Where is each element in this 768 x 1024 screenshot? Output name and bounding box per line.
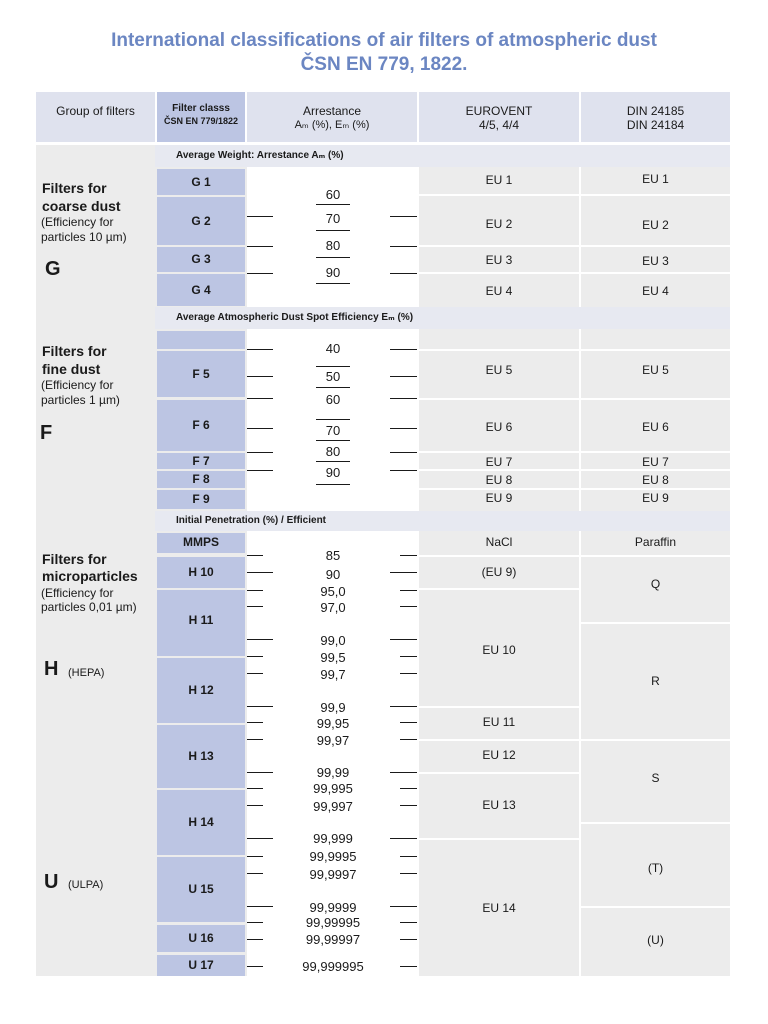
value-h: 99,997: [313, 799, 353, 814]
boundary-tick: [400, 722, 417, 723]
boundary-tick: [247, 739, 263, 740]
boundary-tick: [247, 246, 273, 247]
row-divider: [419, 838, 579, 840]
class-cell-f9: [157, 490, 245, 509]
row-divider: [419, 398, 730, 400]
boundary-tick: [247, 590, 263, 591]
boundary-tick: [390, 639, 417, 640]
value-h: 99,99: [316, 765, 350, 780]
boundary-tick: [247, 656, 263, 657]
boundary-tick: [390, 273, 417, 274]
class-cell-f7: [157, 453, 245, 469]
page-title-line2: ČSN EN 779, 1822.: [300, 54, 468, 75]
class-cell-g4: [157, 274, 245, 306]
boundary-tick: [247, 428, 273, 429]
header-class-label: Filter classs: [172, 103, 230, 114]
class-label: G 4: [191, 283, 211, 297]
eurovent-cell: EU 6: [485, 420, 513, 434]
value-h: 85: [325, 548, 341, 563]
section-title-g: Average Weight: Arrestance Aₘ (%): [176, 150, 344, 161]
eurovent-cell: (EU 9): [481, 565, 517, 579]
value-h: 99,9999: [309, 900, 357, 915]
class-label: F 5: [192, 367, 210, 381]
boundary-tick: [400, 788, 417, 789]
class-label: F 8: [192, 472, 210, 486]
class-cell-h10: [157, 557, 245, 588]
boundary-tick: [247, 572, 273, 573]
eurovent-cell: NaCl: [485, 535, 513, 549]
header-eurovent-standard: 4/5, 4/4: [478, 118, 520, 132]
class-label: G 1: [191, 175, 211, 189]
group-g-letter: G: [45, 258, 61, 280]
value-g: 60: [325, 187, 341, 202]
value-underline: [316, 283, 350, 284]
row-divider: [581, 906, 730, 908]
header-din-standard: DIN 24184: [626, 118, 685, 132]
group-f-letter: F: [40, 422, 53, 444]
class-label: U 16: [188, 931, 214, 945]
class-label: H 10: [188, 565, 214, 579]
header-arrestance-label: Arrestance: [302, 104, 362, 118]
value-h: 99,999995: [302, 959, 364, 974]
value-g: 70: [325, 211, 341, 226]
eurovent-cell: EU 11: [482, 715, 516, 729]
din-cell: EU 6: [642, 420, 669, 434]
value-h: 99,995: [313, 781, 353, 796]
eurovent-cell: EU 8: [485, 473, 513, 487]
value-h: 99,999: [313, 831, 353, 846]
class-label: F 9: [192, 492, 210, 506]
class-label: F 6: [192, 418, 210, 432]
boundary-tick: [400, 805, 417, 806]
boundary-tick: [247, 922, 263, 923]
row-divider: [419, 706, 579, 708]
boundary-tick: [247, 966, 263, 967]
boundary-tick: [390, 772, 417, 773]
row-divider: [419, 245, 730, 247]
boundary-tick: [247, 772, 273, 773]
group-f-title-1: Filters for: [42, 343, 107, 359]
value-underline: [316, 366, 350, 367]
boundary-tick: [247, 639, 273, 640]
row-divider: [581, 822, 730, 824]
value-underline: [316, 257, 350, 258]
boundary-tick: [390, 398, 417, 399]
din-cell: EU 1: [642, 172, 669, 186]
value-h: 90: [325, 567, 341, 582]
row-divider: [419, 772, 579, 774]
row-divider: [419, 488, 730, 490]
boundary-tick: [247, 376, 273, 377]
row-divider: [419, 588, 579, 590]
eurovent-cell: EU 2: [485, 217, 513, 231]
class-label: U 15: [188, 882, 214, 896]
row-divider: [581, 622, 730, 624]
boundary-tick: [390, 838, 417, 839]
value-h: 99,99995: [305, 915, 361, 930]
boundary-tick: [247, 805, 263, 806]
boundary-tick: [247, 906, 273, 907]
value-underline: [316, 419, 350, 420]
group-h-title-1: Filters for: [42, 551, 107, 567]
row-divider: [581, 739, 730, 741]
din-cell: EU 5: [642, 363, 669, 377]
group-f-sub-2: particles 1 µm): [41, 393, 120, 407]
row-divider: [419, 555, 579, 557]
group-h-sub-1: (Efficiency for: [41, 586, 114, 600]
eurovent-cell: EU 1: [485, 173, 513, 187]
din-cell: S: [651, 771, 660, 785]
header-group-label: Group of filters: [56, 104, 135, 118]
value-h: 99,9995: [309, 849, 357, 864]
value-underline: [316, 461, 350, 462]
group-f-sub-1: (Efficiency for: [41, 378, 114, 392]
value-h: 99,95: [316, 716, 350, 731]
value-f: 40: [325, 341, 341, 356]
eurovent-cell: EU 14: [482, 901, 516, 915]
class-cell-g2: [157, 197, 245, 245]
value-f: 90: [325, 465, 341, 480]
boundary-tick: [247, 939, 263, 940]
row-divider: [419, 194, 730, 196]
class-cell-h14: [157, 790, 245, 855]
value-h: 99,9997: [309, 867, 357, 882]
din-cell: EU 7: [642, 455, 669, 469]
boundary-tick: [400, 873, 417, 874]
din-cell: (U): [647, 933, 664, 947]
group-h-letter: H: [44, 658, 59, 680]
group-u-letter: U: [44, 871, 59, 893]
din-cell: (T): [647, 861, 664, 875]
boundary-tick: [247, 606, 263, 607]
boundary-tick: [390, 706, 417, 707]
value-h: 99,97: [316, 733, 350, 748]
class-cell-h11: [157, 590, 245, 656]
boundary-tick: [390, 572, 417, 573]
boundary-tick: [400, 966, 417, 967]
eurovent-cell: EU 4: [485, 284, 513, 298]
header-arrestance-units: Aₘ (%), Eₘ (%): [294, 119, 370, 131]
boundary-tick: [247, 555, 263, 556]
eurovent-cell: EU 12: [482, 748, 516, 762]
value-underline: [316, 230, 350, 231]
boundary-tick: [247, 398, 273, 399]
class-label: H 14: [188, 815, 214, 829]
class-cell-f6: [157, 400, 245, 451]
class-cell-h13: [157, 725, 245, 788]
value-h: 99,99997: [305, 932, 361, 947]
value-g: 80: [325, 238, 341, 253]
class-cell-f-empty: [157, 331, 245, 349]
din-cell: Q: [650, 577, 661, 591]
group-h-title-2: microparticles: [42, 568, 138, 584]
value-h: 99,9: [320, 700, 346, 715]
value-f: 60: [325, 392, 341, 407]
row-divider: [419, 451, 730, 453]
boundary-tick: [400, 922, 417, 923]
value-underline: [316, 484, 350, 485]
group-u-letter-sub: (ULPA): [68, 879, 104, 891]
din-cell: EU 2: [642, 218, 669, 232]
din-cell: EU 9: [642, 491, 669, 505]
class-label: G 2: [191, 214, 211, 228]
boundary-tick: [247, 349, 273, 350]
eurovent-cell: EU 7: [485, 455, 513, 469]
group-g-sub-2: particles 10 µm): [41, 230, 127, 244]
eurovent-cell: EU 10: [482, 643, 516, 657]
boundary-tick: [390, 349, 417, 350]
value-h: 95,0: [320, 584, 346, 599]
boundary-tick: [247, 470, 273, 471]
boundary-tick: [400, 606, 417, 607]
class-label: F 7: [192, 454, 210, 468]
boundary-tick: [390, 452, 417, 453]
boundary-tick: [400, 673, 417, 674]
din-cell: Paraffin: [634, 535, 677, 549]
boundary-tick: [390, 428, 417, 429]
boundary-tick: [247, 838, 273, 839]
boundary-tick: [390, 906, 417, 907]
row-divider: [419, 469, 730, 471]
value-underline: [316, 204, 350, 205]
group-f-title-2: fine dust: [42, 361, 101, 377]
class-label: H 13: [188, 749, 214, 763]
boundary-tick: [247, 216, 273, 217]
header-group-cell: [36, 92, 155, 142]
value-h: 97,0: [320, 600, 346, 615]
row-divider: [581, 555, 730, 557]
class-label: MMPS: [183, 535, 219, 549]
value-f: 80: [325, 444, 341, 459]
value-underline: [316, 387, 350, 388]
eurovent-cell: EU 9: [485, 491, 513, 505]
boundary-tick: [247, 273, 273, 274]
value-f: 50: [325, 369, 341, 384]
boundary-tick: [400, 939, 417, 940]
class-cell-h12: [157, 658, 245, 723]
boundary-tick: [247, 722, 263, 723]
eurovent-cell: EU 3: [485, 253, 513, 267]
header-class-standard: ČSN EN 779/1822: [163, 116, 239, 126]
value-h: 99,5: [320, 650, 346, 665]
group-g-title-2: coarse dust: [42, 198, 121, 214]
class-cell-f8: [157, 471, 245, 488]
header-eurovent-cell: [419, 92, 579, 142]
boundary-tick: [247, 873, 263, 874]
boundary-tick: [400, 555, 417, 556]
boundary-tick: [390, 216, 417, 217]
value-h: 99,0: [320, 633, 346, 648]
group-h-sub-2: particles 0,01 µm): [41, 600, 137, 614]
boundary-tick: [247, 706, 273, 707]
din-cell: EU 8: [642, 473, 669, 487]
header-din-label: DIN 24185: [626, 104, 685, 118]
class-cell-f5: [157, 351, 245, 397]
class-cell-mmps: [157, 533, 245, 553]
group-g-title-1: Filters for: [42, 180, 107, 196]
header-eurovent-label: EUROVENT: [465, 104, 533, 118]
class-cell-g1: [157, 169, 245, 195]
boundary-tick: [247, 673, 263, 674]
din-cell: EU 4: [642, 284, 669, 298]
class-cell-u17: [157, 955, 245, 976]
row-divider: [419, 272, 730, 274]
boundary-tick: [400, 739, 417, 740]
class-label: U 17: [188, 958, 214, 972]
boundary-tick: [390, 470, 417, 471]
boundary-tick: [247, 452, 273, 453]
class-cell-u16: [157, 925, 245, 952]
value-g: 90: [325, 265, 341, 280]
din-cell: R: [651, 674, 660, 688]
row-divider: [419, 739, 579, 741]
section-title-f: Average Atmospheric Dust Spot Efficiency Eₘ (%): [176, 312, 414, 323]
group-h-letter-sub: (HEPA): [68, 667, 105, 679]
header-arrestance-cell: [247, 92, 417, 142]
header-class-cell: [157, 92, 245, 142]
din-column: [581, 145, 730, 976]
din-cell: EU 3: [642, 254, 669, 268]
boundary-tick: [400, 856, 417, 857]
boundary-tick: [247, 856, 263, 857]
boundary-tick: [390, 376, 417, 377]
eurovent-cell: EU 13: [482, 798, 516, 812]
boundary-tick: [400, 590, 417, 591]
eurovent-cell: EU 5: [485, 363, 513, 377]
class-cell-g3: [157, 247, 245, 272]
value-underline: [316, 440, 350, 441]
class-label: H 11: [188, 613, 214, 627]
class-label: G 3: [191, 252, 211, 266]
eurovent-column: [419, 145, 579, 976]
boundary-tick: [247, 788, 263, 789]
value-h: 99,7: [320, 667, 346, 682]
header-din-cell: [581, 92, 730, 142]
section-title-h: Initial Penetration (%) / Efficient: [176, 515, 327, 526]
page-title-line1: International classifications of air filters of atmospheric dust: [111, 30, 657, 51]
boundary-tick: [400, 656, 417, 657]
class-label: H 12: [188, 683, 214, 697]
value-f: 70: [325, 423, 341, 438]
class-cell-u15: [157, 857, 245, 922]
group-g-sub-1: (Efficiency for: [41, 215, 114, 229]
row-divider: [419, 349, 730, 351]
boundary-tick: [390, 246, 417, 247]
